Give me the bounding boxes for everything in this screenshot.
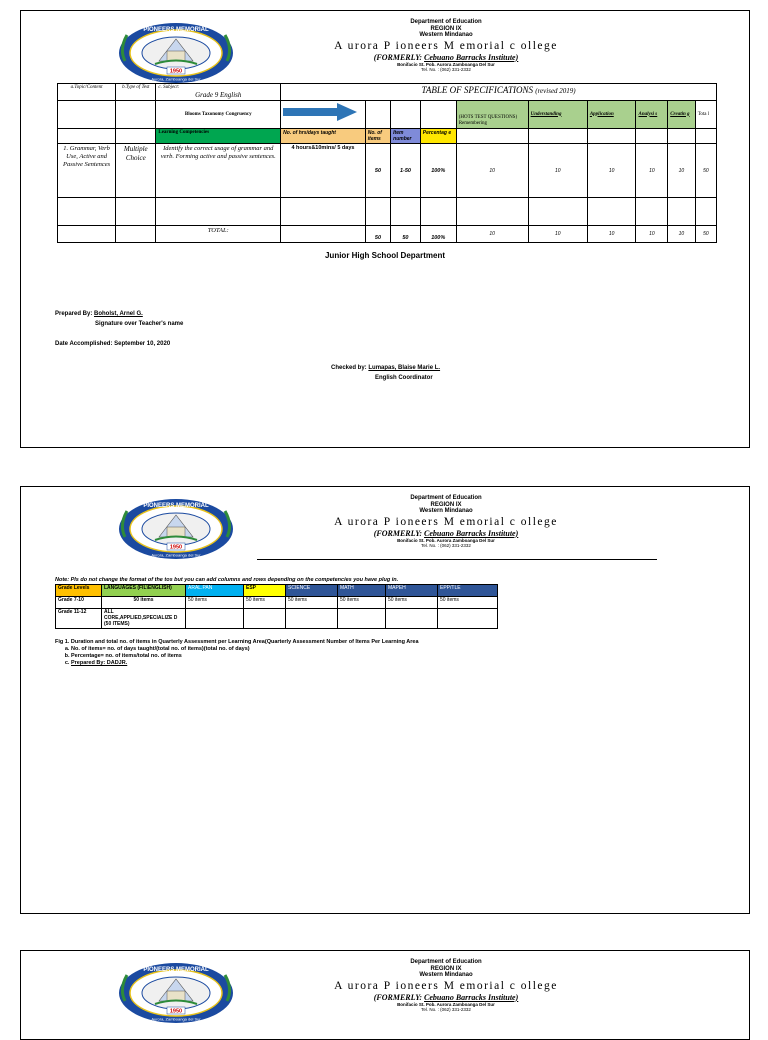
school-tel: Tel. No. : (062) 331-2332 [421,66,471,72]
school-seal-icon [117,21,235,85]
creating-cell: 10 [668,144,695,198]
header-text: Department of Education REGION IX Western Mindanao A urora P ioneers M emorial c ollege (FORMERLY: Cebuano Barracks Institute) Bonifacio St. Pob. Aurora Zamboanga Del Sur Tel. No. : (062) 331-2332 [235,959,657,1025]
percent-cell: 100% [420,144,456,198]
svg-text:Aurora, Zamboanga del Sur: Aurora, Zamboanga del Sur [151,552,201,558]
header-text [235,19,657,85]
items-per-area-table [55,584,498,629]
list-item: a. No. of items= no. of days taught/(total no. of items)(total no. of days) [71,646,419,653]
checked-by: Checked by: Lumapas, Blaise Marie L. English Coordinator [331,365,441,381]
department-title: Junior High School Department [324,251,445,260]
svg-text:Aurora, Zamboanga del Sur: Aurora, Zamboanga del Sur [151,1016,201,1022]
table-of-specifications [57,83,717,243]
document-page-3 [20,950,750,1040]
col-topic-header: a.Topic/Content [58,84,116,101]
percentage-header: Percentag e [420,129,456,144]
blooms-label: Blooms Taxonomy Congruency [156,101,281,129]
analysis-header: Analysi s [636,101,668,129]
document-page-2 [20,486,750,914]
document-page-1 [20,10,750,448]
items-count-header: No. of items [365,129,390,144]
svg-text:PIONEERS MEMORIAL: PIONEERS MEMORIAL [143,27,209,33]
svg-text:PIONEERS MEMORIAL: PIONEERS MEMORIAL [143,967,209,973]
school-seal-icon [117,497,235,561]
item-number-header: Item number [391,129,421,144]
svg-text:PIONEERS MEMORIAL: PIONEERS MEMORIAL [143,503,209,509]
competency-cell: Identify the correct usage of grammar and verb. Forming active and passive sentences. [156,144,281,198]
total-header: Tota l [695,101,716,129]
school-header [117,495,657,563]
hours-cell: 4 hours&10mins/ 5 days [281,144,366,198]
header-division: Western Mindanao [419,32,473,38]
header-text: Department of Education REGION IX Western Mindanao A urora P ioneers M emorial c ollege (FORMERLY: Cebuano Barracks Institute) Bonifacio St. Pob. Aurora Zamboanga Del Sur Tel. No. : (062) 331-2332 [235,495,657,561]
svg-text:1950: 1950 [169,68,183,75]
analysis-cell: 10 [636,144,668,198]
list-item: b. Percentage= no. of items/total no. of items [71,653,419,660]
svg-text:Aurora, Zamboanga del Sur: Aurora, Zamboanga del Sur [151,76,201,82]
hots-remembering-header: (HOTS TEST QUESTIONS) Remembering [456,101,528,129]
items-cell: 50 [365,144,390,198]
total-label: TOTAL: [156,226,281,243]
svg-text:1950: 1950 [169,544,183,551]
col-subject-header: c. Subject: Grade 9 English [156,84,281,101]
date-accomplished: Date Accomplished: September 10, 2020 [55,341,171,347]
school-header [117,959,657,1027]
col-type-header: b.Type of Test [116,84,156,101]
signature-label: Signature over Teacher's name [95,321,184,327]
school-name: A urora P ioneers M emorial c ollege [334,979,558,992]
prepared-by: Prepared By: Boholst, Arnel G. Signature over Teacher's name [55,311,184,327]
school-name: A urora P ioneers M emorial c ollege [334,515,558,528]
header-region: REGION IX [430,25,462,32]
format-note: Note: Pls do not change the format of the tos but you can add columns and rows depending on the competencies you have plug in. [55,577,399,583]
coordinator-role: English Coordinator [375,375,433,381]
understanding-cell: 10 [528,144,587,198]
school-header [117,19,657,87]
application-cell: 10 [587,144,636,198]
header-department: Department of Education [410,19,482,25]
topic-cell: 1. Grammar, Verb Use, Active and Passive Sentences [58,144,116,198]
understanding-header: Understanding [528,101,587,129]
figure-caption-block [55,639,419,667]
school-seal-icon [117,961,235,1025]
school-formerly: (FORMERLY: Cebuano Barracks Institute) [373,52,519,62]
total-row: TOTAL: 50 50 100% 10 10 10 10 10 50 [58,226,717,243]
table-row: Grade 7-10 50 items 50 items 50 items 50 items 50 items 50 items 50 items [56,597,498,609]
right-arrow-icon [283,103,357,121]
creating-header: Creatin g [668,101,695,129]
school-address: Bonifacio St. Pob. Aurora Zamboanga Del Sur [397,61,495,67]
svg-text:1950: 1950 [169,1008,183,1015]
hours-days-header: No. of hrs/days taught [281,129,366,144]
coordinator-name: Lumapas, Blaise Marie L. [368,365,441,371]
application-header: Application [587,101,636,129]
learning-competencies-header: Learning Competencies [156,129,281,144]
item-number-cell: 1-50 [391,144,421,198]
arrow-cell [281,101,366,129]
remembering-cell: 10 [456,144,528,198]
type-cell: Multiple Choice [116,144,156,198]
table-header-row: Grade Levels LANGUAGES (FIL\ENGLISH) ARAL.PAN ESP SCIENCE MATH MAPEH EPP/TLE [56,585,498,597]
school-name: A urora P ioneers M emorial c ollege [334,39,558,52]
table-row: Grade 11-12 ALL CORE,APPLIED,SPECIALIZE D (50 ITEMS) [56,609,498,629]
teacher-name: Boholst, Arnel G. [94,311,143,317]
table-row [58,144,717,198]
list-item: c. Prepared By: DADJR. [71,660,419,667]
tos-title: TABLE OF SPECIFICATIONS (revised 2019) [281,84,717,101]
total-cell: 50 [695,144,716,198]
figure-caption: Fig 1. Duration and total no. of items in Quarterly Assessment per Learning Area(Quarterly Assessment Number of Items Per Learning Area [55,639,419,645]
